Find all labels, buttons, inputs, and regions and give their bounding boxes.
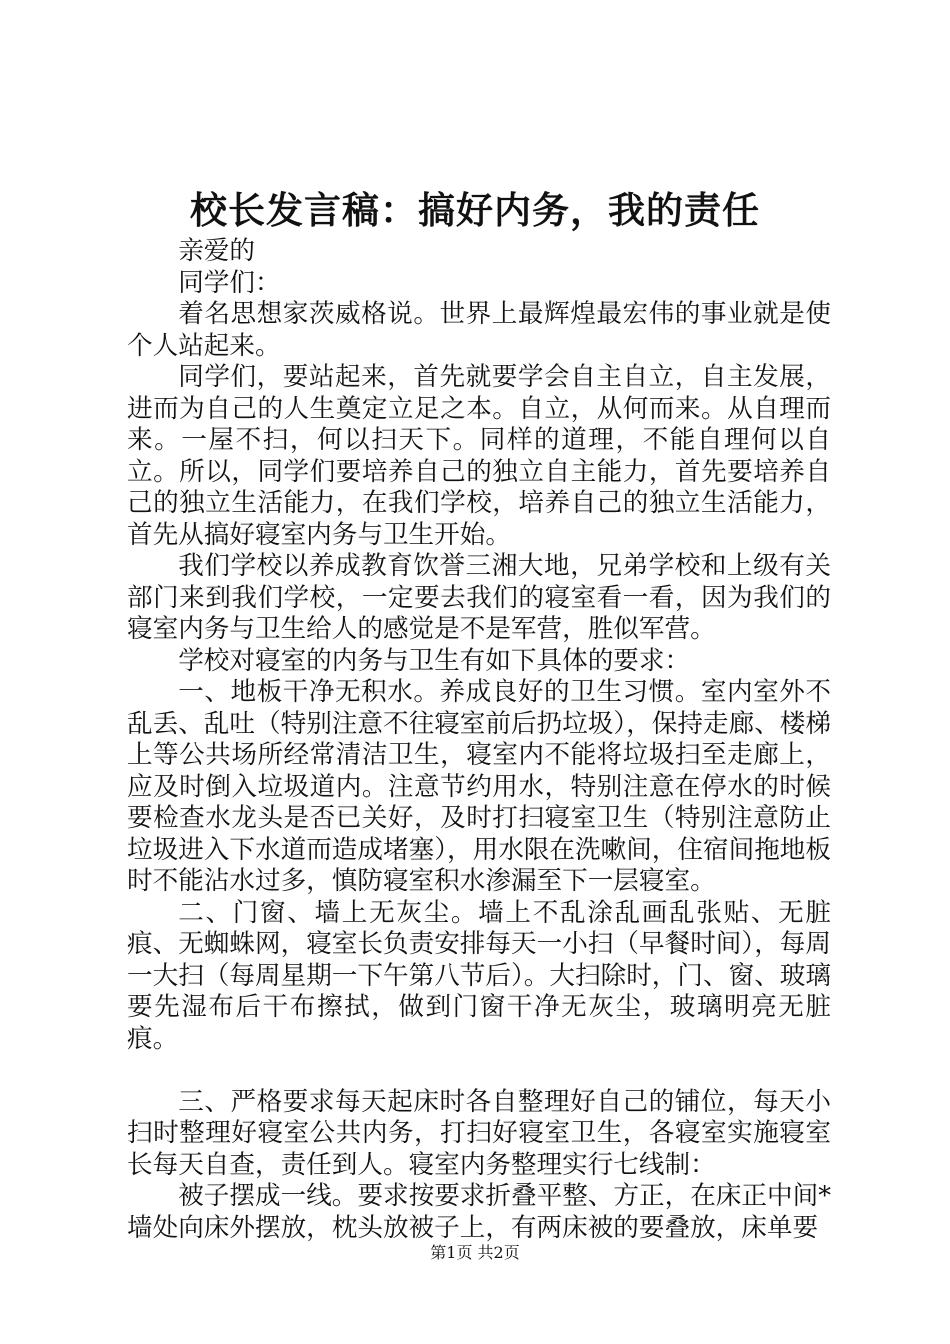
salutation-line-1: 亲爱的: [178, 236, 255, 266]
document-body: [127, 236, 831, 1244]
paragraph-rule-3: 三、严格要求每天起床时各自整理好自己的铺位，每天小扫时整理好寝室公共内务，打扫好寝室卫生，各寝室实施寝室长每天自查，责任到人。寝室内务整理实行七线制：: [127, 1086, 831, 1180]
paragraph-quote: 着名思想家茨威格说。世界上最辉煌最宏伟的事业就是使个人站起来。: [127, 299, 831, 361]
paragraph-self-reliance: 同学们，要站起来，首先就要学会自主自立，自主发展，进而为自己的人生奠定立足之本。自立，从何而来。从自理而来。一屋不扫，何以扫天下。同样的道理，不能自理何以自立。所以，同学们要培养自己的独立自主能力，首先要培养自己的独立生活能力，在我们学校，培养自己的独立生活能力，首先从搞好寝室内务与卫生开始。: [127, 362, 831, 550]
paragraph-rule-1: 一、地板干净无积水。养成良好的卫生习惯。室内室外不乱丢、乱吐（特别注意不往寝室前后扔垃圾），保持走廊、楼梯上等公共场所经常清洁卫生，寝室内不能将垃圾扫至走廊上，应及时倒入垃圾道内。注意节约用水，特别注意在停水的时候要检查水龙头是否已关好，及时打扫寝室卫生（特别注意防止垃圾进入下水道而造成堵塞），用水限在洗嗽间，住宿间拖地板时不能沾水过多，慎防寝室积水渗漏至下一层寝室。: [127, 677, 831, 896]
paragraph-requirements-intro: 学校对寝室的内务与卫生有如下具体的要求：: [178, 645, 691, 676]
paragraph-rule-2: 二、门窗、墙上无灰尘。墙上不乱涂乱画乱张贴、无脏痕、无蜘蛛网，寝室长负责安排每天一小扫（早餐时间），每周一大扫（每周星期一下午第八节后）。大扫除时，门、窗、玻璃要先湿布后干布擦拭，做到门窗干净无灰尘，玻璃明亮无脏痕。: [127, 897, 831, 1054]
document-title: 校长发言稿：搞好内务，我的责任: [190, 188, 760, 232]
salutation-line-2: 同学们：: [178, 267, 281, 298]
paragraph-school-reputation: 我们学校以养成教育饮誉三湘大地，兄弟学校和上级有关部门来到我们学校，一定要去我们的寝室看一看，因为我们的寝室内务与卫生给人的感觉是不是军营，胜似军营。: [127, 551, 831, 644]
page-number-footer: 第1页 共2页: [430, 1243, 520, 1262]
blank-line: [127, 1055, 831, 1087]
paragraph-quilt-line: 被子摆成一线。要求按要求折叠平整、方正，在床正中间*墙处向床外摆放，枕头放被子上，有两床被的要叠放，床单要: [127, 1181, 831, 1243]
